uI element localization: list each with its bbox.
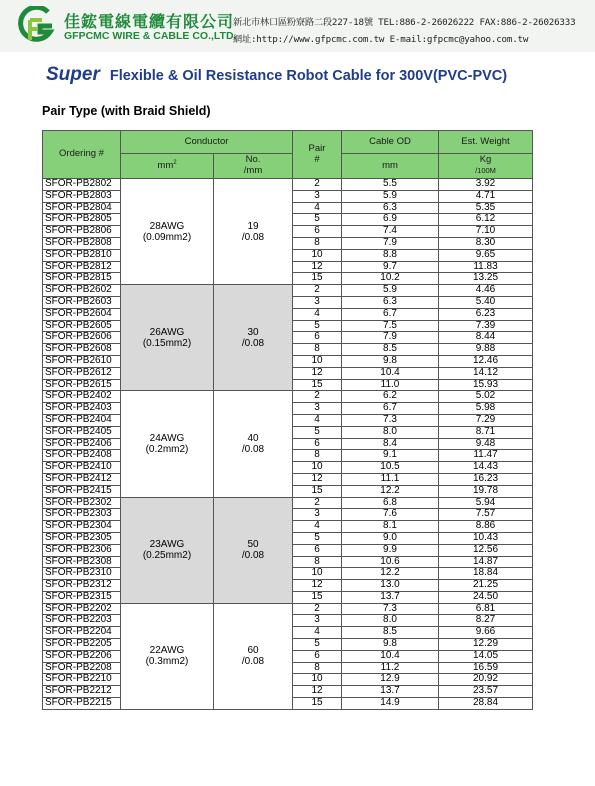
pair-count: 6 [293, 544, 342, 556]
pair-count: 15 [293, 485, 342, 497]
strand-unit: /0.08 [241, 231, 265, 243]
table-row [43, 179, 533, 191]
pair-count: 4 [293, 414, 342, 426]
strand-count: 40 [247, 432, 259, 444]
ordering-number: SFOR-PB2302 [43, 497, 121, 509]
est-weight: 9.65 [439, 249, 533, 261]
est-weight: 5.35 [439, 202, 533, 214]
cable-od: 8.0 [342, 615, 439, 627]
est-weight: 8.27 [439, 615, 533, 627]
est-weight: 16.59 [439, 662, 533, 674]
pair-count: 4 [293, 308, 342, 320]
pair-count: 8 [293, 450, 342, 462]
cable-od: 5.5 [342, 179, 439, 191]
pair-count: 15 [293, 273, 342, 285]
ordering-number: SFOR-PB2212 [43, 686, 121, 698]
est-weight: 11.83 [439, 261, 533, 273]
cable-od: 9.7 [342, 261, 439, 273]
ordering-number: SFOR-PB2406 [43, 438, 121, 450]
cable-od: 12.9 [342, 674, 439, 686]
pair-count: 3 [293, 190, 342, 202]
est-weight: 18.84 [439, 568, 533, 580]
cable-od: 8.0 [342, 426, 439, 438]
ordering-number: SFOR-PB2402 [43, 391, 121, 403]
est-weight: 8.44 [439, 332, 533, 344]
area-label: (0.15mm2) [142, 337, 192, 349]
ordering-number: SFOR-PB2415 [43, 485, 121, 497]
est-weight: 6.12 [439, 214, 533, 226]
header-pair-hash: # [314, 153, 320, 165]
strand-count: 60 [247, 645, 259, 657]
strand-unit: /0.08 [241, 656, 265, 668]
pair-count: 10 [293, 568, 342, 580]
ordering-number: SFOR-PB2812 [43, 261, 121, 273]
cable-od: 10.6 [342, 556, 439, 568]
ordering-number: SFOR-PB2315 [43, 591, 121, 603]
pair-count: 10 [293, 462, 342, 474]
conductor-awg-cell [121, 285, 214, 391]
cable-od: 10.2 [342, 273, 439, 285]
pair-count: 5 [293, 214, 342, 226]
pair-count: 2 [293, 179, 342, 191]
cable-od: 8.1 [342, 521, 439, 533]
est-weight: 4.46 [439, 285, 533, 297]
est-weight: 9.88 [439, 344, 533, 356]
pair-count: 10 [293, 674, 342, 686]
ordering-number: SFOR-PB2206 [43, 650, 121, 662]
cable-od: 9.0 [342, 532, 439, 544]
est-weight: 9.48 [439, 438, 533, 450]
area-label: (0.09mm2) [142, 231, 192, 243]
cable-od: 8.5 [342, 344, 439, 356]
ordering-number: SFOR-PB2604 [43, 308, 121, 320]
header-no-label: No. [245, 154, 261, 166]
ordering-number: SFOR-PB2605 [43, 320, 121, 332]
pair-count: 6 [293, 438, 342, 450]
est-weight: 12.46 [439, 355, 533, 367]
ordering-number: SFOR-PB2815 [43, 273, 121, 285]
company-logo-icon [16, 6, 56, 46]
ordering-number: SFOR-PB2805 [43, 214, 121, 226]
est-weight: 5.02 [439, 391, 533, 403]
pair-count: 3 [293, 615, 342, 627]
ordering-number: SFOR-PB2612 [43, 367, 121, 379]
ordering-number: SFOR-PB2802 [43, 179, 121, 191]
est-weight: 15.93 [439, 379, 533, 391]
header-conductor: Conductor [121, 131, 293, 154]
ordering-number: SFOR-PB2803 [43, 190, 121, 202]
header-mm2: $mm^2$ [121, 154, 214, 179]
est-weight: 8.71 [439, 426, 533, 438]
pair-count: 8 [293, 344, 342, 356]
ordering-number: SFOR-PB2208 [43, 662, 121, 674]
ordering-number: SFOR-PB2304 [43, 521, 121, 533]
pair-count: 12 [293, 367, 342, 379]
ordering-number: SFOR-PB2610 [43, 355, 121, 367]
section-subtitle: Pair Type (with Braid Shield) [42, 104, 211, 118]
est-weight: 24.50 [439, 591, 533, 603]
cable-od: 12.2 [342, 485, 439, 497]
pair-count: 12 [293, 686, 342, 698]
cable-od: 7.6 [342, 509, 439, 521]
cable-od: 9.1 [342, 450, 439, 462]
pair-count: 4 [293, 521, 342, 533]
cable-od: 13.0 [342, 580, 439, 592]
spec-table [42, 130, 533, 710]
cable-od: 9.8 [342, 355, 439, 367]
cable-od: 5.9 [342, 190, 439, 202]
cable-od: 10.4 [342, 367, 439, 379]
conductor-strand-cell [214, 603, 293, 709]
cable-od: 13.7 [342, 591, 439, 603]
cable-od: 11.1 [342, 473, 439, 485]
pair-count: 8 [293, 237, 342, 249]
pair-count: 6 [293, 650, 342, 662]
company-name-chinese: 佳鋐電線電纜有限公司 [64, 12, 235, 31]
est-weight: 21.25 [439, 580, 533, 592]
cable-od: 7.9 [342, 237, 439, 249]
cable-od: 8.4 [342, 438, 439, 450]
ordering-number: SFOR-PB2306 [43, 544, 121, 556]
strand-unit: /0.08 [241, 550, 265, 562]
header-pair [293, 131, 342, 179]
pair-count: 10 [293, 355, 342, 367]
ordering-number: SFOR-PB2305 [43, 532, 121, 544]
conductor-awg-cell [121, 497, 214, 603]
strand-unit: /0.08 [241, 443, 265, 455]
cable-od: 6.3 [342, 296, 439, 308]
header-mm: mm [342, 154, 439, 179]
ordering-number: SFOR-PB2808 [43, 237, 121, 249]
conductor-awg-cell [121, 391, 214, 497]
est-weight: 16.23 [439, 473, 533, 485]
pair-count: 2 [293, 391, 342, 403]
awg-label: 26AWG [149, 326, 185, 338]
ordering-number: SFOR-PB2308 [43, 556, 121, 568]
pair-count: 5 [293, 426, 342, 438]
pair-count: 5 [293, 532, 342, 544]
est-weight: 9.66 [439, 627, 533, 639]
cable-od: 6.7 [342, 308, 439, 320]
est-weight: 5.94 [439, 497, 533, 509]
header-kg [439, 154, 533, 179]
awg-label: 22AWG [149, 645, 185, 657]
conductor-awg-cell [121, 603, 214, 709]
cable-od: 12.2 [342, 568, 439, 580]
est-weight: 14.43 [439, 462, 533, 474]
ordering-number: SFOR-PB2312 [43, 580, 121, 592]
ordering-number: SFOR-PB2210 [43, 674, 121, 686]
ordering-number: SFOR-PB2410 [43, 462, 121, 474]
header-kg-unit: /100M [475, 166, 496, 175]
conductor-awg-cell [121, 179, 214, 285]
pair-count: 2 [293, 285, 342, 297]
ordering-number: SFOR-PB2205 [43, 639, 121, 651]
est-weight: 14.05 [439, 650, 533, 662]
table-body [43, 179, 533, 710]
cable-od: 13.7 [342, 686, 439, 698]
pair-count: 12 [293, 473, 342, 485]
est-weight: 7.10 [439, 226, 533, 238]
pair-count: 6 [293, 226, 342, 238]
cable-od: 6.2 [342, 391, 439, 403]
pair-count: 15 [293, 379, 342, 391]
table-row [43, 497, 533, 509]
ordering-number: SFOR-PB2806 [43, 226, 121, 238]
est-weight: 19.78 [439, 485, 533, 497]
est-weight: 5.40 [439, 296, 533, 308]
est-weight: 20.92 [439, 674, 533, 686]
company-address: 新北市林口區粉寮路二段227-18號 TEL:886-2-26026222 FAX:886-2-26026333 [233, 17, 576, 28]
ordering-number: SFOR-PB2408 [43, 450, 121, 462]
pair-count: 3 [293, 403, 342, 415]
ordering-number: SFOR-PB2615 [43, 379, 121, 391]
cable-od: 10.4 [342, 650, 439, 662]
pair-count: 12 [293, 580, 342, 592]
ordering-number: SFOR-PB2602 [43, 285, 121, 297]
header-weight: Est. Weight [439, 131, 533, 154]
ordering-number: SFOR-PB2603 [43, 296, 121, 308]
conductor-strand-cell [214, 179, 293, 285]
ordering-number: SFOR-PB2606 [43, 332, 121, 344]
est-weight: 14.87 [439, 556, 533, 568]
cable-od: 6.7 [342, 403, 439, 415]
cable-od: 11.0 [342, 379, 439, 391]
est-weight: 12.29 [439, 639, 533, 651]
conductor-strand-cell [214, 391, 293, 497]
conductor-strand-cell [214, 497, 293, 603]
est-weight: 7.39 [439, 320, 533, 332]
est-weight: 6.23 [439, 308, 533, 320]
ordering-number: SFOR-PB2303 [43, 509, 121, 521]
pair-count: 15 [293, 591, 342, 603]
strand-unit: /0.08 [241, 337, 265, 349]
cable-od: 7.4 [342, 226, 439, 238]
strand-count: 19 [247, 220, 259, 232]
page-title [46, 64, 507, 86]
est-weight: 7.29 [439, 414, 533, 426]
pair-count: 10 [293, 249, 342, 261]
est-weight: 4.71 [439, 190, 533, 202]
ordering-number: SFOR-PB2804 [43, 202, 121, 214]
cable-od: 11.2 [342, 662, 439, 674]
ordering-number: SFOR-PB2405 [43, 426, 121, 438]
conductor-strand-cell [214, 285, 293, 391]
est-weight: 14.12 [439, 367, 533, 379]
pair-count: 3 [293, 509, 342, 521]
pair-count: 15 [293, 698, 342, 710]
ordering-number: SFOR-PB2204 [43, 627, 121, 639]
header-ordering: Ordering # [43, 131, 121, 179]
pair-count: 12 [293, 261, 342, 273]
pair-count: 2 [293, 603, 342, 615]
cable-od: 14.9 [342, 698, 439, 710]
est-weight: 23.57 [439, 686, 533, 698]
ordering-number: SFOR-PB2412 [43, 473, 121, 485]
table-row [43, 285, 533, 297]
area-label: (0.25mm2) [142, 550, 192, 562]
est-weight: 7.57 [439, 509, 533, 521]
pair-count: 3 [293, 296, 342, 308]
header-no [214, 154, 293, 179]
pair-count: 2 [293, 497, 342, 509]
pair-count: 8 [293, 556, 342, 568]
est-weight: 6.81 [439, 603, 533, 615]
ordering-number: SFOR-PB2202 [43, 603, 121, 615]
pair-count: 4 [293, 202, 342, 214]
table-header-row [43, 131, 533, 154]
pair-count: 6 [293, 332, 342, 344]
ordering-number: SFOR-PB2810 [43, 249, 121, 261]
cable-od: 10.5 [342, 462, 439, 474]
table-row [43, 391, 533, 403]
est-weight: 8.30 [439, 237, 533, 249]
header-cable-od: Cable OD [342, 131, 439, 154]
pair-count: 4 [293, 627, 342, 639]
cable-od: 6.3 [342, 202, 439, 214]
company-web-email: 網址:http://www.gfpcmc.com.tw E-mail:gfpcmc@yahoo.com.tw [233, 34, 529, 45]
cable-od: 8.8 [342, 249, 439, 261]
est-weight: 5.98 [439, 403, 533, 415]
area-label: (0.3mm2) [145, 656, 189, 668]
est-weight: 3.92 [439, 179, 533, 191]
ordering-number: SFOR-PB2215 [43, 698, 121, 710]
header-kg-label: Kg [479, 154, 492, 166]
header-pair-label: Pair [308, 142, 326, 154]
cable-od: 7.5 [342, 320, 439, 332]
area-label: (0.2mm2) [145, 443, 189, 455]
company-name-english: GFPCMC WIRE & CABLE CO.,LTD. [64, 30, 237, 42]
awg-label: 24AWG [149, 432, 185, 444]
strand-count: 50 [247, 539, 259, 551]
cable-od: 7.3 [342, 414, 439, 426]
header-mm2-label: mm [157, 159, 174, 171]
est-weight: 13.25 [439, 273, 533, 285]
ordering-number: SFOR-PB2403 [43, 403, 121, 415]
pair-count: 5 [293, 320, 342, 332]
awg-label: 28AWG [149, 220, 185, 232]
strand-count: 30 [247, 326, 259, 338]
ordering-number: SFOR-PB2310 [43, 568, 121, 580]
awg-label: 23AWG [149, 539, 185, 551]
est-weight: 10.43 [439, 532, 533, 544]
est-weight: 8.86 [439, 521, 533, 533]
cable-od: 7.9 [342, 332, 439, 344]
cable-od: 9.8 [342, 639, 439, 651]
ordering-number: SFOR-PB2608 [43, 344, 121, 356]
ordering-number: SFOR-PB2404 [43, 414, 121, 426]
table-row [43, 603, 533, 615]
pair-count: 5 [293, 639, 342, 651]
cable-od: 5.9 [342, 285, 439, 297]
pair-count: 8 [293, 662, 342, 674]
title-product: Flexible & Oil Resistance Robot Cable for 300V(PVC-PVC) [109, 68, 508, 84]
title-super: Super [46, 64, 100, 85]
est-weight: 11.47 [439, 450, 533, 462]
cable-od: 8.5 [342, 627, 439, 639]
cable-od: 6.8 [342, 497, 439, 509]
page-header [0, 0, 595, 52]
ordering-number: SFOR-PB2203 [43, 615, 121, 627]
header-no-unit: /mm [243, 165, 263, 176]
cable-od: 7.3 [342, 603, 439, 615]
cable-od: 6.9 [342, 214, 439, 226]
est-weight: 28.84 [439, 698, 533, 710]
est-weight: 12.56 [439, 544, 533, 556]
cable-od: 9.9 [342, 544, 439, 556]
